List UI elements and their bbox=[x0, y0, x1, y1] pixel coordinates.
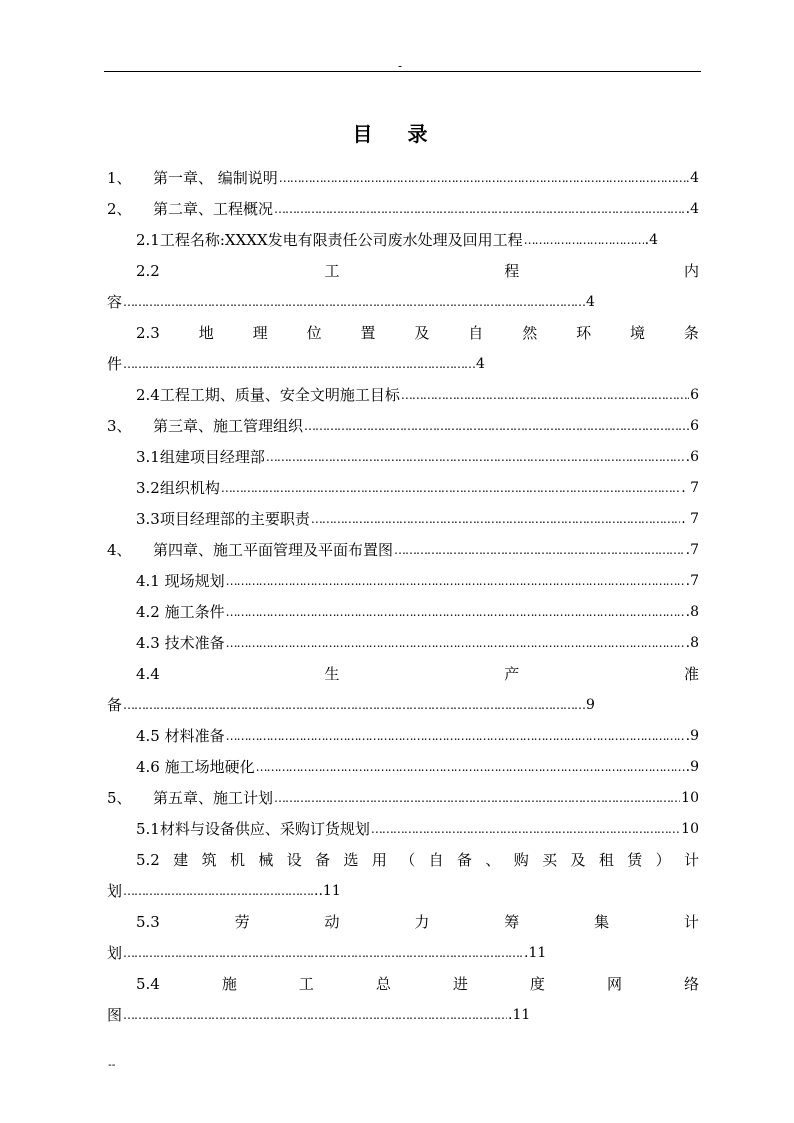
dot-leader bbox=[123, 946, 523, 960]
dot-leader bbox=[123, 295, 585, 309]
toc-word: 备 bbox=[315, 851, 331, 869]
toc-word: 动 bbox=[324, 913, 340, 931]
toc-entry-chapter-5[interactable] bbox=[107, 782, 699, 813]
dot-leader bbox=[226, 605, 685, 619]
toc-word: 备 bbox=[456, 851, 472, 869]
toc-entry-chapter-4[interactable] bbox=[107, 534, 699, 565]
toc-word: 境 bbox=[630, 324, 646, 342]
toc-word: 内 bbox=[683, 262, 699, 280]
toc-word: 产 bbox=[504, 665, 520, 683]
toc-page: . 7 bbox=[681, 479, 699, 496]
toc-word: 络 bbox=[683, 975, 699, 993]
toc-page: 10 bbox=[681, 820, 699, 837]
toc-word: 买 bbox=[542, 851, 558, 869]
toc-word: 筑 bbox=[201, 851, 217, 869]
toc-word: 计 bbox=[683, 851, 699, 869]
toc-word: 生 bbox=[324, 665, 340, 683]
toc-word: 租 bbox=[598, 851, 614, 869]
page-title: 目 录 bbox=[352, 122, 442, 146]
dot-leader bbox=[394, 543, 685, 557]
toc-title: 第四章、施工平面管理及平面布置图 bbox=[153, 541, 394, 559]
toc-title: 3.2组织机构 bbox=[136, 479, 220, 497]
toc-word: 5.4 bbox=[136, 974, 160, 993]
toc-page: .8 bbox=[685, 603, 699, 620]
toc-entry-chapter-3[interactable] bbox=[107, 410, 699, 441]
toc-word: 劳 bbox=[234, 913, 250, 931]
toc-page: . 7 bbox=[681, 510, 699, 527]
toc-number: 2、 bbox=[107, 200, 132, 218]
toc-page: ..11 bbox=[314, 882, 341, 899]
toc-page: 10 bbox=[681, 789, 699, 806]
toc-page: .4 bbox=[644, 231, 658, 248]
toc-entry-4-6[interactable] bbox=[107, 751, 699, 782]
toc-word: 环 bbox=[576, 324, 592, 342]
dot-leader bbox=[123, 884, 313, 898]
toc-title: 4.2 施工条件 bbox=[136, 603, 225, 621]
toc-title: 4.3 技术准备 bbox=[136, 634, 225, 652]
toc-entry-4-4-continued[interactable] bbox=[107, 689, 699, 720]
toc-word: 械 bbox=[258, 851, 274, 869]
toc-entry-chapter-2[interactable] bbox=[107, 193, 699, 224]
toc-title: 4.1 现场规划 bbox=[136, 572, 225, 590]
toc-entry-2-1[interactable] bbox=[107, 224, 699, 255]
toc-entry-5-3[interactable] bbox=[107, 906, 699, 937]
toc-page: 4 bbox=[476, 355, 485, 372]
dot-leader bbox=[123, 357, 475, 371]
toc-word: 筹 bbox=[504, 913, 520, 931]
toc-entry-3-3[interactable] bbox=[107, 503, 699, 534]
dot-leader bbox=[123, 698, 585, 712]
toc-page: .7 bbox=[685, 541, 699, 558]
toc-word: 进 bbox=[452, 975, 468, 993]
toc-entry-5-4-continued[interactable] bbox=[107, 999, 699, 1030]
toc-word: 准 bbox=[683, 665, 699, 683]
toc-entry-4-1[interactable] bbox=[107, 565, 699, 596]
toc-entry-2-2-continued[interactable] bbox=[107, 286, 699, 317]
toc-page: .6 bbox=[685, 448, 699, 465]
toc-number: 1、 bbox=[107, 169, 132, 187]
dot-leader bbox=[279, 171, 689, 185]
toc-title: 第二章、工程概况 bbox=[153, 200, 274, 218]
toc-title: 3.3项目经理部的主要职责 bbox=[136, 510, 310, 528]
toc-word: 、 bbox=[485, 851, 501, 869]
toc-word: 2.2 bbox=[136, 261, 160, 280]
toc-word: 自 bbox=[468, 324, 484, 342]
toc-word: 总 bbox=[375, 975, 391, 993]
toc-title: 4.5 材料准备 bbox=[136, 727, 225, 745]
toc-title: 2.4工程工期、质量、安全文明施工目标 bbox=[136, 386, 400, 404]
toc-entry-5-4[interactable] bbox=[107, 968, 699, 999]
toc-word: 用 bbox=[371, 851, 387, 869]
toc-word: 工 bbox=[324, 262, 340, 280]
dot-leader bbox=[304, 419, 689, 433]
toc-word: 建 bbox=[173, 851, 189, 869]
toc-page: .9 bbox=[685, 758, 699, 775]
dot-leader bbox=[524, 233, 644, 247]
header-rule bbox=[104, 71, 701, 72]
toc-page: 9 bbox=[586, 696, 595, 713]
toc-page: .8 bbox=[685, 634, 699, 651]
toc-word: 条 bbox=[683, 324, 699, 342]
toc-entry-5-2[interactable] bbox=[107, 844, 699, 875]
toc-page: .9 bbox=[685, 727, 699, 744]
toc-word: 施 bbox=[221, 975, 237, 993]
toc-word: 购 bbox=[513, 851, 529, 869]
toc-word: （ bbox=[400, 851, 416, 869]
dot-leader bbox=[371, 822, 680, 836]
dot-leader bbox=[274, 202, 685, 216]
dot-leader bbox=[266, 450, 685, 464]
dot-leader bbox=[123, 1008, 507, 1022]
toc-title: 4.6 施工场地硬化 bbox=[136, 758, 255, 776]
toc-word: 选 bbox=[343, 851, 359, 869]
toc-entry-2-4[interactable] bbox=[107, 379, 699, 410]
toc-word: 及 bbox=[570, 851, 586, 869]
toc-title: 第五章、施工计划 bbox=[153, 789, 274, 807]
toc-word: 设 bbox=[286, 851, 302, 869]
toc-title: 第三章、施工管理组织 bbox=[153, 417, 304, 435]
footer-mark: -- bbox=[108, 1058, 116, 1071]
toc-word: 理 bbox=[252, 324, 268, 342]
toc-word: 网 bbox=[606, 975, 622, 993]
toc-title: 3.1组建项目经理部 bbox=[136, 448, 265, 466]
toc-word: 赁 bbox=[627, 851, 643, 869]
toc-number: 4、 bbox=[107, 541, 132, 559]
toc-word: 度 bbox=[529, 975, 545, 993]
dot-leader bbox=[221, 481, 680, 495]
dot-leader bbox=[226, 729, 685, 743]
toc-entry-2-2[interactable] bbox=[107, 255, 699, 286]
dot-leader bbox=[256, 760, 685, 774]
toc-page: .11 bbox=[524, 944, 547, 961]
toc-entry-chapter-1[interactable] bbox=[107, 162, 699, 193]
dot-leader bbox=[226, 574, 685, 588]
toc-entry-4-2[interactable] bbox=[107, 596, 699, 627]
toc-entry-5-2-continued[interactable] bbox=[107, 875, 699, 906]
toc-title-continued: 划 bbox=[107, 944, 123, 962]
dot-leader bbox=[401, 388, 689, 402]
toc-title: 5.1材料与设备供应、采购订货规划 bbox=[136, 820, 370, 838]
toc-page: 6 bbox=[690, 417, 699, 434]
toc-word: 位 bbox=[306, 324, 322, 342]
toc-entry-4-3[interactable] bbox=[107, 627, 699, 658]
toc-entry-5-3-continued[interactable] bbox=[107, 937, 699, 968]
toc-title-continued: 图 bbox=[107, 1006, 123, 1024]
toc-title-continued: 划 bbox=[107, 882, 123, 900]
toc-word: 及 bbox=[414, 324, 430, 342]
toc-page: .4 bbox=[685, 200, 699, 217]
toc-word: 置 bbox=[360, 324, 376, 342]
toc-number: 3、 bbox=[107, 417, 132, 435]
toc-title-continued: 备 bbox=[107, 696, 123, 714]
toc-word: ） bbox=[655, 851, 671, 869]
toc-word: 工 bbox=[298, 975, 314, 993]
toc-word: 程 bbox=[504, 262, 520, 280]
toc-title: 2.1工程名称:XXXX发电有限责任公司废水处理及回用工程 bbox=[136, 231, 523, 249]
toc-word: 2.3 bbox=[136, 323, 160, 342]
toc-entry-4-5[interactable] bbox=[107, 720, 699, 751]
toc-title-continued: 件 bbox=[107, 355, 123, 373]
toc-page: .7 bbox=[685, 572, 699, 589]
toc-word: 4.4 bbox=[136, 664, 160, 683]
toc-entry-2-3[interactable] bbox=[107, 317, 699, 348]
toc-word: 集 bbox=[594, 913, 610, 931]
toc-title-continued: 容 bbox=[107, 293, 123, 311]
toc-word: 5.3 bbox=[136, 912, 160, 931]
toc-page: .11 bbox=[508, 1006, 531, 1023]
toc-entry-5-1[interactable] bbox=[107, 813, 699, 844]
dot-leader bbox=[226, 636, 685, 650]
toc-page: 6 bbox=[690, 386, 699, 403]
toc-word: 然 bbox=[522, 324, 538, 342]
toc-page: 4 bbox=[690, 169, 699, 186]
toc-word: 力 bbox=[414, 913, 430, 931]
table-of-contents bbox=[107, 162, 699, 1030]
toc-entry-2-3-continued[interactable] bbox=[107, 348, 699, 379]
toc-number: 5、 bbox=[107, 789, 132, 807]
toc-word: 机 bbox=[229, 851, 245, 869]
dot-leader bbox=[311, 512, 680, 526]
dot-leader bbox=[274, 791, 680, 805]
toc-entry-3-2[interactable] bbox=[107, 472, 699, 503]
toc-word: 计 bbox=[683, 913, 699, 931]
toc-entry-3-1[interactable] bbox=[107, 441, 699, 472]
toc-page: 4 bbox=[586, 293, 595, 310]
toc-word: 自 bbox=[428, 851, 444, 869]
toc-title: 第一章、 编制说明 bbox=[153, 169, 278, 187]
header-mark: - bbox=[398, 59, 403, 73]
toc-word: 地 bbox=[198, 324, 214, 342]
toc-entry-4-4[interactable] bbox=[107, 658, 699, 689]
toc-word: 5.2 bbox=[136, 850, 160, 869]
